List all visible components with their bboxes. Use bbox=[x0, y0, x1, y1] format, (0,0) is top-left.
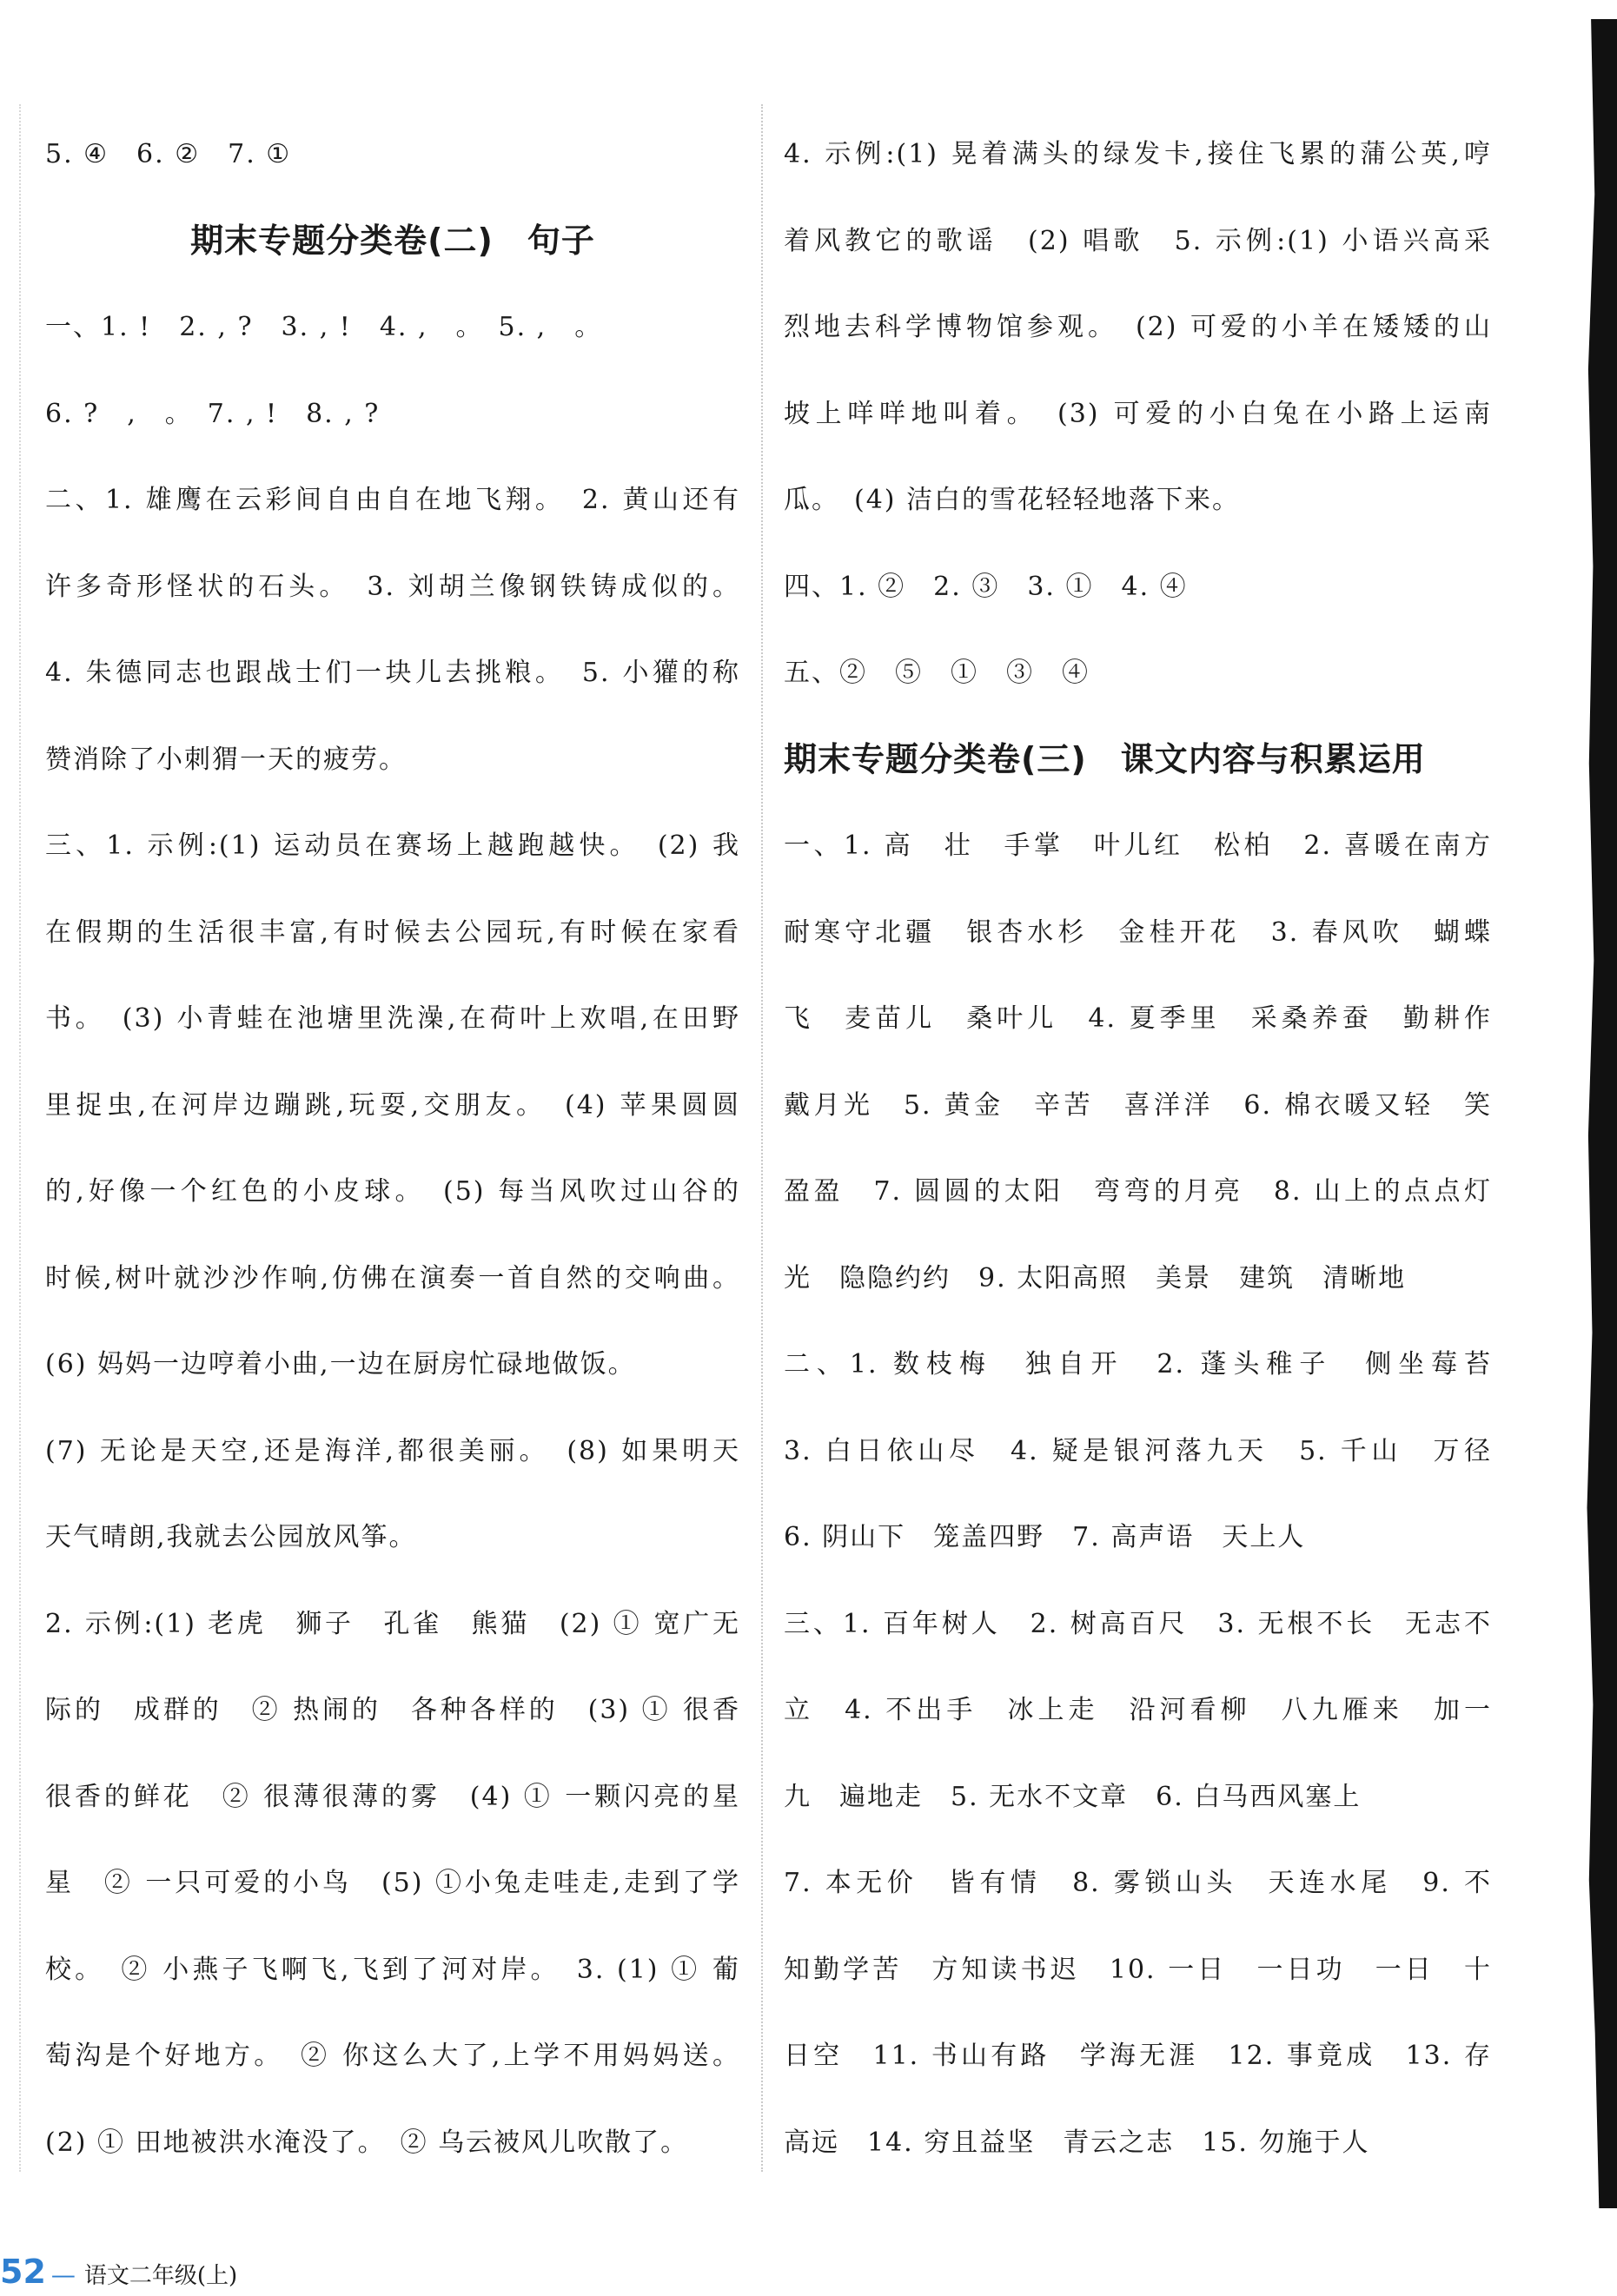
answer-line: 2. 示例:(1) 老虎 狮子 孔雀 熊猫 (2) ① 宽广无 bbox=[45, 1608, 740, 1639]
answer-line: 日空 11. 书山有路 学海无涯 12. 事竟成 13. 存 bbox=[784, 2041, 1492, 2071]
answer-line: (2) ① 田地被洪水淹没了。 ② 乌云被风儿吹散了。 bbox=[45, 2127, 689, 2158]
answer-line: 许多奇形怪状的石头。 3. 刘胡兰像钢铁铸成似的。 bbox=[45, 571, 740, 602]
answer-line: 二、1. 雄鹰在云彩间自由自在地飞翔。 2. 黄山还有 bbox=[45, 485, 740, 515]
answer-line: 7. 本无价 皆有情 8. 雾锁山头 天连水尾 9. 不 bbox=[784, 1868, 1492, 1898]
answer-line: 4. 朱德同志也跟战士们一块儿去挑粮。 5. 小獾的称 bbox=[45, 658, 740, 688]
answer-line: 3. 白日依山尽 4. 疑是银河落九天 5. 千山 万径 bbox=[784, 1435, 1492, 1466]
answer-line: 天气晴朗,我就去公园放风筝。 bbox=[45, 1522, 417, 1552]
answer-line: 五、② ⑤ ① ③ ④ bbox=[784, 658, 1090, 688]
column-divider bbox=[761, 104, 763, 2172]
right-column bbox=[784, 111, 1492, 2186]
answer-line: 书。 (3) 小青蛙在池塘里洗澡,在荷叶上欢唱,在田野 bbox=[45, 1003, 740, 1034]
answer-line: 飞 麦苗儿 桑叶儿 4. 夏季里 采桑养蚕 勤耕作 bbox=[784, 1003, 1492, 1034]
answer-line: (6) 妈妈一边哼着小曲,一边在厨房忙碌地做饭。 bbox=[45, 1349, 636, 1380]
answer-line: 4. 示例:(1) 晃着满头的绿发卡,接住飞累的蒲公英,哼 bbox=[784, 139, 1492, 169]
answer-line: 耐寒守北疆 银杏水杉 金桂开花 3. 春风吹 蝴蝶 bbox=[784, 916, 1492, 948]
answer-line: 烈地去科学博物馆参观。 (2) 可爱的小羊在矮矮的山 bbox=[784, 312, 1492, 342]
answer-line: 知勤学苦 方知读书迟 10. 一日 一日功 一日 十 bbox=[784, 1954, 1492, 1985]
answer-line: 5. ④ 6. ② 7. ① bbox=[45, 139, 292, 169]
answer-line: 坡上咩咩地叫着。 (3) 可爱的小白兔在小路上运南 bbox=[784, 398, 1492, 429]
answer-line: 戴月光 5. 黄金 辛苦 喜洋洋 6. 棉衣暖又轻 笑 bbox=[784, 1089, 1492, 1121]
answer-line: 的,好像一个红色的小皮球。 (5) 每当风吹过山谷的 bbox=[45, 1176, 740, 1207]
left-column bbox=[45, 111, 740, 2186]
section-heading: 期末专题分类卷(二) 句子 bbox=[190, 221, 595, 260]
answer-line: 立 4. 不出手 冰上走 沿河看柳 八九雁来 加一 bbox=[784, 1695, 1492, 1725]
answer-line: 高远 14. 穷且益坚 青云之志 15. 勿施于人 bbox=[784, 2127, 1370, 2158]
page-number: 52 bbox=[0, 2253, 46, 2291]
answer-line: 赞消除了小刺猬一天的疲劳。 bbox=[45, 744, 407, 775]
answer-line: 在假期的生活很丰富,有时候去公园玩,有时候在家看 bbox=[45, 916, 740, 948]
answer-line: 6. 阴山下 笼盖四野 7. 高声语 天上人 bbox=[784, 1522, 1306, 1552]
answer-line: 际的 成群的 ② 热闹的 各种各样的 (3) ① 很香 bbox=[45, 1695, 740, 1725]
section-heading: 期末专题分类卷(三) 课文内容与积累运用 bbox=[784, 739, 1426, 778]
answer-line: 一、1. ! 2. , ? 3. , ! 4. , 。 5. , 。 bbox=[45, 312, 603, 342]
footer-dash: — bbox=[50, 2260, 76, 2289]
answer-line: 星 ② 一只可爱的小鸟 (5) ①小兔走哇走,走到了学 bbox=[45, 1868, 740, 1898]
book-title: 语文二年级(上) bbox=[83, 2263, 238, 2289]
answer-line: 光 隐隐约约 9. 太阳高照 美景 建筑 清晰地 bbox=[784, 1262, 1407, 1294]
answer-line: 里捉虫,在河岸边蹦跳,玩耍,交朋友。 (4) 苹果圆圆 bbox=[45, 1089, 740, 1121]
right-answer-lines-top bbox=[784, 111, 1492, 717]
right-answer-lines-bottom bbox=[784, 803, 1492, 2186]
left-answer-lines bbox=[45, 284, 740, 2186]
answer-line: 一、1. 高 壮 手掌 叶儿红 松柏 2. 喜暖在南方 bbox=[784, 830, 1492, 861]
left-margin-dots bbox=[19, 104, 21, 2172]
answer-line: 着风教它的歌谣 (2) 唱歌 5. 示例:(1) 小语兴高采 bbox=[784, 225, 1492, 256]
answer-line: 四、1. ② 2. ③ 3. ① 4. ④ bbox=[784, 571, 1188, 602]
answer-line: 三、1. 示例:(1) 运动员在赛场上越跑越快。 (2) 我 bbox=[45, 830, 740, 861]
answer-line: 九 遍地走 5. 无水不文章 6. 白马西风塞上 bbox=[784, 1781, 1362, 1812]
page-footer bbox=[0, 2252, 521, 2292]
scan-edge-shadow bbox=[1577, 19, 1617, 2208]
answer-line: 二、1. 数枝梅 独自开 2. 蓬头稚子 侧坐莓苔 bbox=[784, 1349, 1492, 1380]
answer-line: 时候,树叶就沙沙作响,仿佛在演奏一首自然的交响曲。 bbox=[45, 1262, 740, 1294]
answer-line: 校。 ② 小燕子飞啊飞,飞到了河对岸。 3. (1) ① 葡 bbox=[45, 1954, 740, 1985]
answer-line: 三、1. 百年树人 2. 树高百尺 3. 无根不长 无志不 bbox=[784, 1608, 1492, 1639]
answer-line: 萄沟是个好地方。 ② 你这么大了,上学不用妈妈送。 bbox=[45, 2041, 740, 2071]
answer-line: 6. ? , 。 7. , ! 8. , ? bbox=[45, 398, 381, 429]
answer-line: (7) 无论是天空,还是海洋,都很美丽。 (8) 如果明天 bbox=[45, 1435, 740, 1466]
answer-line: 很香的鲜花 ② 很薄很薄的雾 (4) ① 一颗闪亮的星 bbox=[45, 1781, 740, 1812]
answer-line: 盈盈 7. 圆圆的太阳 弯弯的月亮 8. 山上的点点灯 bbox=[784, 1176, 1492, 1207]
answer-line: 瓜。 (4) 洁白的雪花轻轻地落下来。 bbox=[784, 485, 1241, 515]
